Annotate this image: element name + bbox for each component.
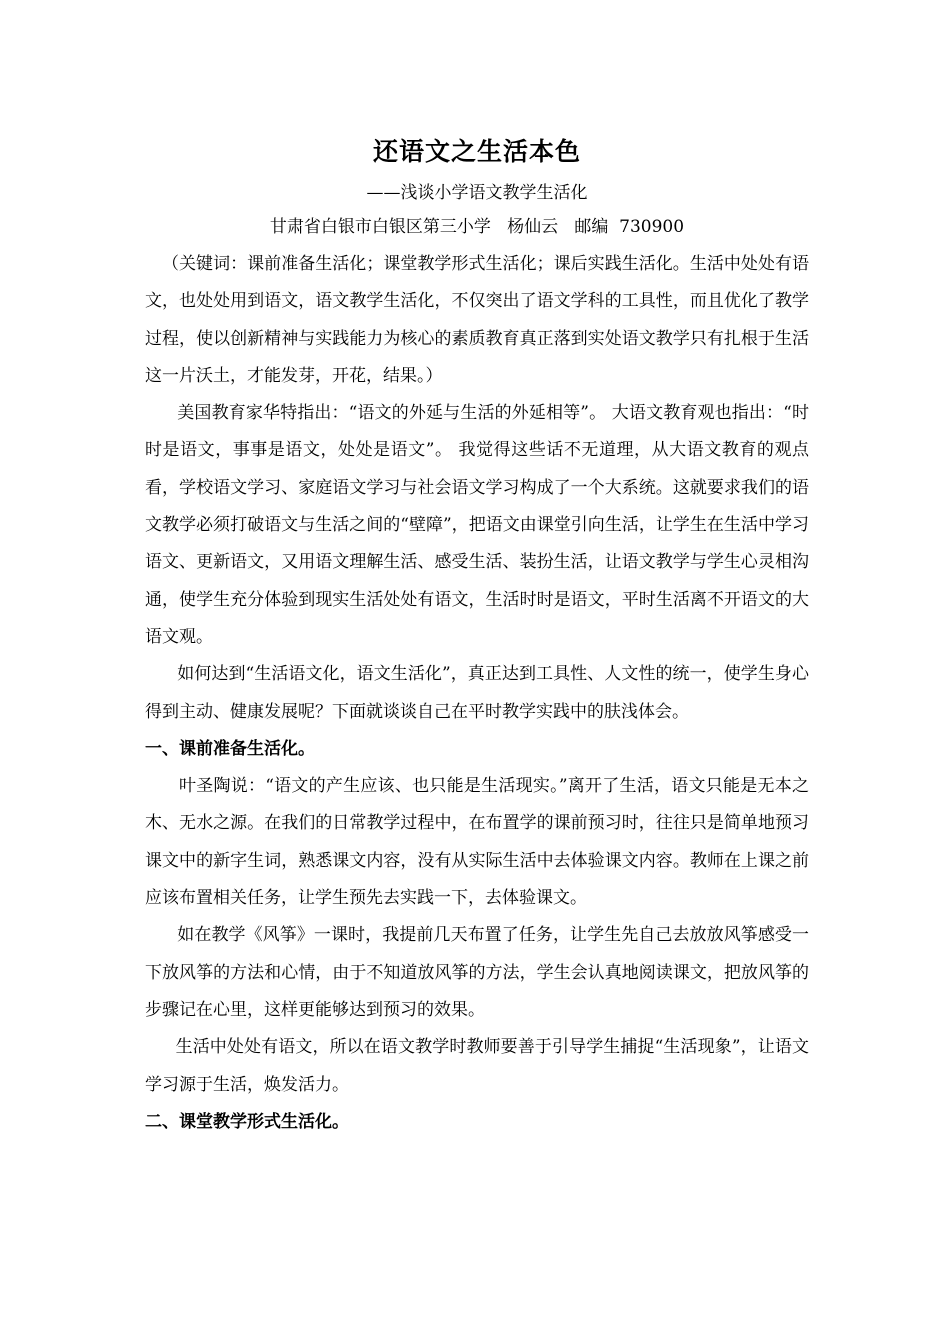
author-line: 甘肃省白银市白银区第三小学 杨仙云 邮编 730900 (269, 217, 685, 237)
keywords-paragraph: （关键词：课前准备生活化；课堂教学形式生活化；课后实践生活化。生活中处处有语文，也处处用到语文，语文教学生活化，不仅突出了语文学科的工具性，而且优化了教学过程，使以创新精神与实践能力为核心的素质教育真正落到实处语文教学只有扎根于生活这一片沃土，才能发芽，开花，结果。） (145, 254, 809, 386)
document-subtitle: ——浅谈小学语文教学生活化 (366, 183, 588, 203)
section-heading: 一、课前准备生活化。 (145, 738, 315, 759)
document-body (145, 130, 809, 1141)
document-title: 还语文之生活本色 (372, 137, 581, 166)
body-paragraph: 如在教学《风筝》一课时，我提前几天布置了任务，让学生先自己去放放风筝感受一下放风筝的方法和心情，由于不知道放风筝的方法，学生会认真地阅读课文，把放风筝的步骤记在心里，这样更能够达到预习的效果。 (145, 925, 809, 1020)
body-paragraph: 生活中处处有语文，所以在语文教学时教师要善于引导学生捕捉“生活现象”，让语文学习源于生活，焕发活力。 (145, 1037, 809, 1095)
body-paragraph: 叶圣陶说：“语文的产生应该、也只能是生活现实。”离开了生活，语文只能是无本之木、无水之源。在我们的日常教学过程中，在布置学的课前预习时，往往只是简单地预习课文中的新字生词，熟悉课文内容，没有从实际生活中去体验课文内容。教师在上课之前应该布置相关任务，让学生预先去实践一下，去体验课文。 (145, 776, 809, 909)
body-paragraph: 如何达到“生活语文化，语文生活化”，真正达到工具性、人文性的统一，使学生身心得到主动、健康发展呢？下面就谈谈自己在平时教学实践中的肤浅体会。 (145, 664, 809, 722)
section-heading: 二、课堂教学形式生活化。 (145, 1111, 349, 1132)
body-paragraph: 美国教育家华特指出：“语文的外延与生活的外延相等”。 大语文教育观也指出：“时时是语文，事事是语文，处处是语文”。 我觉得这些话不无道理，从大语文教育的观点看，学校语文学习、家庭语文学习与社会语文学习构成了一个大系统。这就要求我们的语文教学必须打破语文与生活之间的“壁障”，把语文由课堂引向生活，让学生在生活中学习语文、更新语文，又用语文理解生活、感受生活、装扮生活，让语文教学与学生心灵相沟通，使学生充分体验到现实生活处处有语文，生活时时是语文，平时生活离不开语文的大语文观。 (145, 403, 809, 647)
